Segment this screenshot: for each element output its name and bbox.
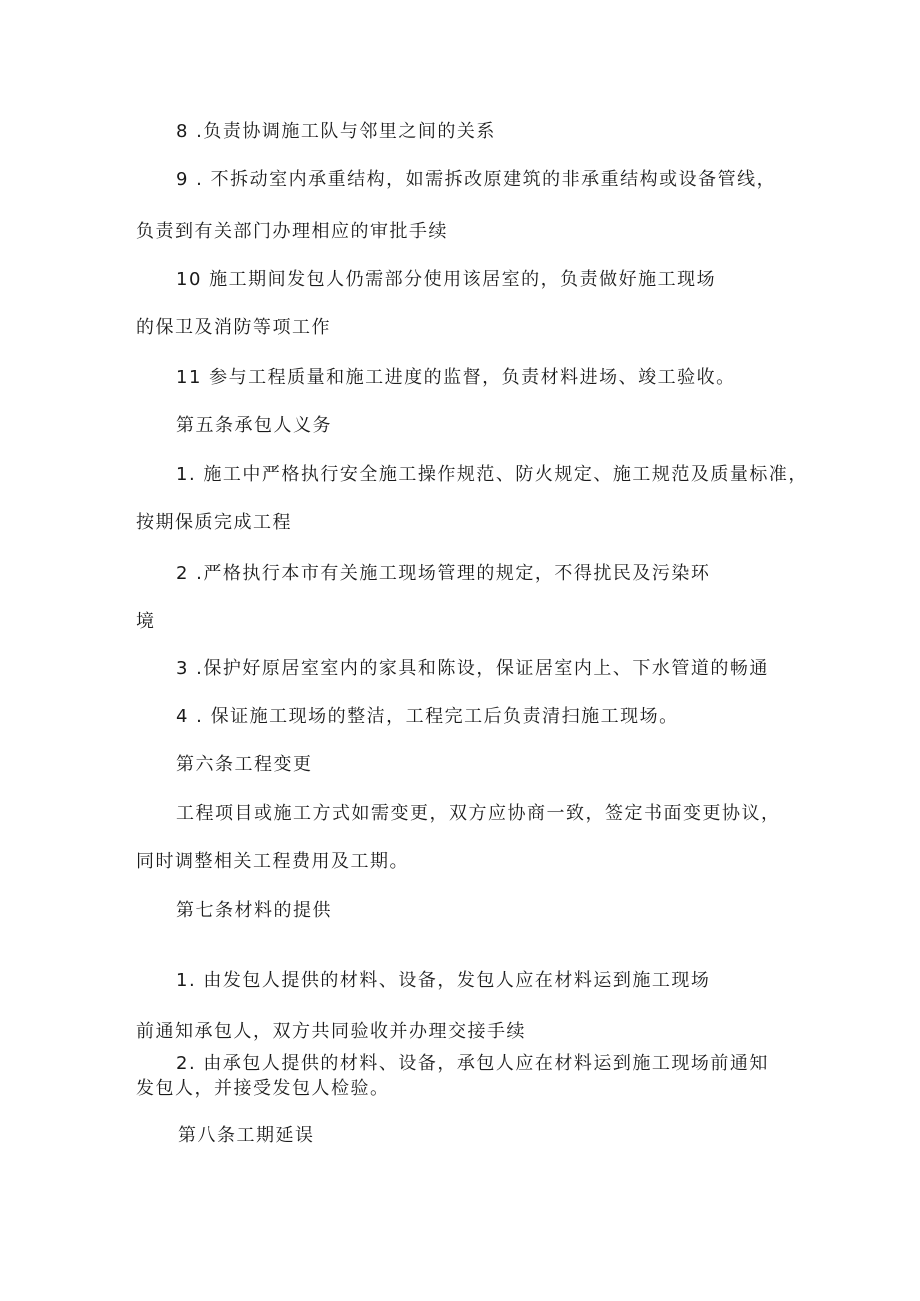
article-7-item-1-line-2: 前通知承包人，双方共同验收并办理交接手续 bbox=[136, 1021, 526, 1042]
clause-8: 8 .负责协调施工队与邻里之间的关系 bbox=[176, 121, 496, 142]
article-8-heading: 第八条工期延误 bbox=[178, 1125, 315, 1146]
article-5-heading: 第五条承包人义务 bbox=[176, 415, 332, 436]
clause-9-line-1: 9 . 不拆动室内承重结构，如需拆改原建筑的非承重结构或设备管线， bbox=[176, 169, 777, 190]
article-5-item-2-line-1: 2 .严格执行本市有关施工现场管理的规定，不得扰民及污染环 bbox=[176, 563, 711, 584]
article-5-item-1-line-1: 1. 施工中严格执行安全施工操作规范、防火规定、施工规范及质量标准， bbox=[176, 464, 808, 485]
article-7-item-1-line-1: 1. 由发包人提供的材料、设备，发包人应在材料运到施工现场 bbox=[176, 970, 711, 991]
clause-11: 11 参与工程质量和施工进度的监督，负责材料进场、竣工验收。 bbox=[176, 367, 736, 388]
article-5-item-2-line-2: 境 bbox=[136, 611, 156, 632]
clause-10-line-1: 10 施工期间发包人仍需部分使用该居室的，负责做好施工现场 bbox=[176, 269, 717, 290]
article-7-item-2-line-1: 2. 由承包人提供的材料、设备，承包人应在材料运到施工现场前通知 bbox=[176, 1053, 769, 1074]
article-6-heading: 第六条工程变更 bbox=[176, 754, 313, 775]
article-7-heading: 第七条材料的提供 bbox=[176, 900, 332, 921]
article-6-text-line-1: 工程项目或施工方式如需变更，双方应协商一致，签定书面变更协议， bbox=[176, 803, 781, 824]
article-6-text-line-2: 同时调整相关工程费用及工期。 bbox=[136, 851, 409, 872]
clause-10-line-2: 的保卫及消防等项工作 bbox=[136, 317, 331, 338]
article-5-item-1-line-2: 按期保质完成工程 bbox=[136, 512, 292, 533]
clause-9-line-2: 负责到有关部门办理相应的审批手续 bbox=[136, 221, 448, 242]
article-5-item-3: 3 .保护好原居室室内的家具和陈设，保证居室内上、下水管道的畅通 bbox=[176, 658, 769, 679]
article-5-item-4: 4 . 保证施工现场的整洁，工程完工后负责清扫施工现场。 bbox=[176, 706, 679, 727]
article-7-item-2-line-2: 发包人，并接受发包人检验。 bbox=[136, 1078, 390, 1099]
